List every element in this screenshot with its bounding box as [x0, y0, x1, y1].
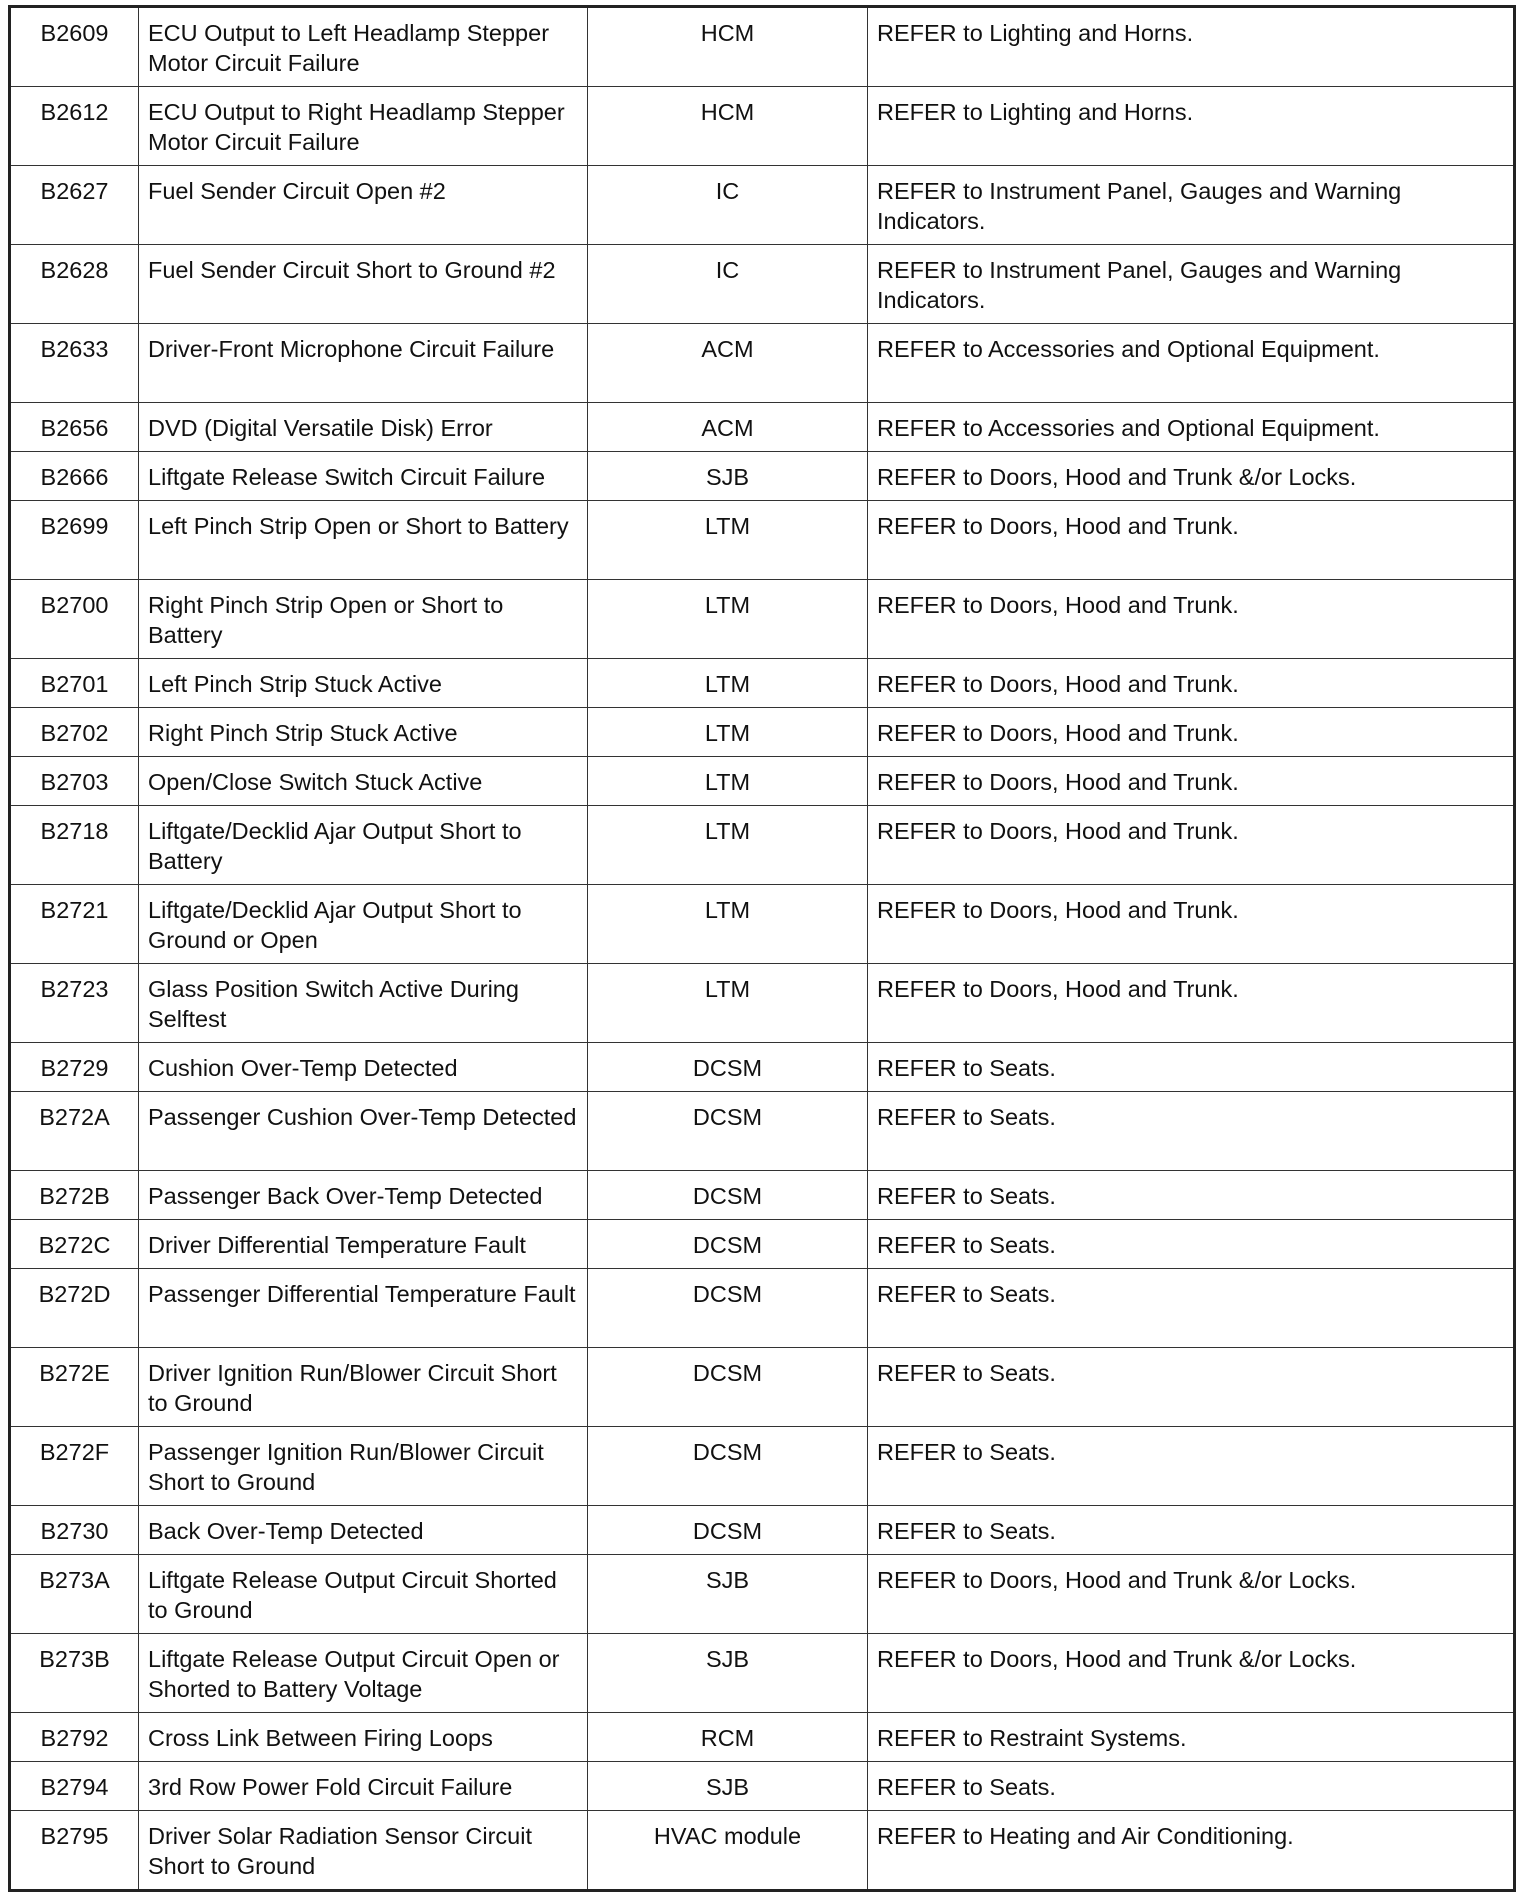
dtc-action: REFER to Lighting and Horns. [868, 7, 1515, 87]
dtc-action: REFER to Doors, Hood and Trunk. [868, 501, 1515, 580]
dtc-action: REFER to Doors, Hood and Trunk. [868, 659, 1515, 708]
dtc-description: Left Pinch Strip Stuck Active [139, 659, 588, 708]
dtc-action: REFER to Seats. [868, 1269, 1515, 1348]
table-row [10, 1427, 1515, 1506]
table-row [10, 1269, 1515, 1348]
dtc-code: B273A [10, 1555, 139, 1634]
dtc-code: B2723 [10, 964, 139, 1043]
dtc-description: Driver Differential Temperature Fault [139, 1220, 588, 1269]
table-row [10, 1634, 1515, 1713]
table-row [10, 1043, 1515, 1092]
dtc-description: Passenger Back Over-Temp Detected [139, 1171, 588, 1220]
dtc-code: B2699 [10, 501, 139, 580]
dtc-description: Passenger Ignition Run/Blower Circuit Short to Ground [139, 1427, 588, 1506]
table-row [10, 1092, 1515, 1171]
dtc-module: ACM [588, 324, 868, 403]
dtc-action: REFER to Accessories and Optional Equipment. [868, 324, 1515, 403]
dtc-description: ECU Output to Left Headlamp Stepper Motor Circuit Failure [139, 7, 588, 87]
dtc-action: REFER to Seats. [868, 1348, 1515, 1427]
dtc-action: REFER to Doors, Hood and Trunk. [868, 580, 1515, 659]
table-row [10, 403, 1515, 452]
dtc-action: REFER to Doors, Hood and Trunk &/or Locks. [868, 452, 1515, 501]
dtc-description: Liftgate Release Switch Circuit Failure [139, 452, 588, 501]
dtc-module: DCSM [588, 1269, 868, 1348]
dtc-code: B2609 [10, 7, 139, 87]
dtc-action: REFER to Seats. [868, 1762, 1515, 1811]
dtc-description: Passenger Cushion Over-Temp Detected [139, 1092, 588, 1171]
table-row [10, 580, 1515, 659]
dtc-module: LTM [588, 885, 868, 964]
table-row [10, 166, 1515, 245]
dtc-description: Liftgate Release Output Circuit Open or Shorted to Battery Voltage [139, 1634, 588, 1713]
dtc-description: ECU Output to Right Headlamp Stepper Motor Circuit Failure [139, 87, 588, 166]
dtc-code: B2656 [10, 403, 139, 452]
dtc-code: B2718 [10, 806, 139, 885]
dtc-code: B2701 [10, 659, 139, 708]
table-row [10, 1348, 1515, 1427]
dtc-description: Driver Solar Radiation Sensor Circuit Short to Ground [139, 1811, 588, 1891]
dtc-description: Driver Ignition Run/Blower Circuit Short to Ground [139, 1348, 588, 1427]
dtc-description: Liftgate Release Output Circuit Shorted to Ground [139, 1555, 588, 1634]
dtc-module: SJB [588, 452, 868, 501]
table-row [10, 245, 1515, 324]
dtc-code: B272D [10, 1269, 139, 1348]
dtc-code: B272E [10, 1348, 139, 1427]
dtc-code: B2730 [10, 1506, 139, 1555]
dtc-description: Left Pinch Strip Open or Short to Battery [139, 501, 588, 580]
dtc-module: LTM [588, 659, 868, 708]
dtc-module: LTM [588, 964, 868, 1043]
dtc-description: DVD (Digital Versatile Disk) Error [139, 403, 588, 452]
dtc-description: Passenger Differential Temperature Fault [139, 1269, 588, 1348]
dtc-action: REFER to Doors, Hood and Trunk. [868, 885, 1515, 964]
dtc-module: DCSM [588, 1506, 868, 1555]
dtc-description: Right Pinch Strip Stuck Active [139, 708, 588, 757]
dtc-module: RCM [588, 1713, 868, 1762]
table-row [10, 501, 1515, 580]
dtc-module: DCSM [588, 1348, 868, 1427]
table-row [10, 708, 1515, 757]
dtc-code: B2700 [10, 580, 139, 659]
table-row [10, 1506, 1515, 1555]
dtc-module: LTM [588, 757, 868, 806]
dtc-action: REFER to Accessories and Optional Equipment. [868, 403, 1515, 452]
table-row [10, 1220, 1515, 1269]
dtc-action: REFER to Lighting and Horns. [868, 87, 1515, 166]
dtc-action: REFER to Seats. [868, 1171, 1515, 1220]
table-row [10, 1811, 1515, 1891]
table-row [10, 1171, 1515, 1220]
dtc-action: REFER to Doors, Hood and Trunk. [868, 806, 1515, 885]
dtc-code: B2794 [10, 1762, 139, 1811]
dtc-code: B272F [10, 1427, 139, 1506]
dtc-description: Driver-Front Microphone Circuit Failure [139, 324, 588, 403]
dtc-module: DCSM [588, 1427, 868, 1506]
dtc-code: B2729 [10, 1043, 139, 1092]
dtc-description: Back Over-Temp Detected [139, 1506, 588, 1555]
dtc-module: LTM [588, 580, 868, 659]
dtc-action: REFER to Doors, Hood and Trunk &/or Locks. [868, 1555, 1515, 1634]
dtc-description: Liftgate/Decklid Ajar Output Short to Battery [139, 806, 588, 885]
dtc-description: Fuel Sender Circuit Short to Ground #2 [139, 245, 588, 324]
dtc-module: HCM [588, 7, 868, 87]
dtc-action: REFER to Doors, Hood and Trunk &/or Locks. [868, 1634, 1515, 1713]
dtc-code: B2666 [10, 452, 139, 501]
dtc-code: B2612 [10, 87, 139, 166]
dtc-description: Fuel Sender Circuit Open #2 [139, 166, 588, 245]
table-row [10, 1762, 1515, 1811]
table-row [10, 87, 1515, 166]
dtc-code: B2795 [10, 1811, 139, 1891]
dtc-action: REFER to Doors, Hood and Trunk. [868, 757, 1515, 806]
dtc-module: IC [588, 245, 868, 324]
table-row [10, 1713, 1515, 1762]
dtc-module: SJB [588, 1762, 868, 1811]
dtc-module: LTM [588, 806, 868, 885]
table-row [10, 757, 1515, 806]
dtc-module: DCSM [588, 1220, 868, 1269]
dtc-description: Liftgate/Decklid Ajar Output Short to Ground or Open [139, 885, 588, 964]
dtc-code: B273B [10, 1634, 139, 1713]
dtc-description: Glass Position Switch Active During Selftest [139, 964, 588, 1043]
table-row [10, 964, 1515, 1043]
dtc-action: REFER to Doors, Hood and Trunk. [868, 964, 1515, 1043]
table-row [10, 806, 1515, 885]
table-row [10, 885, 1515, 964]
dtc-description: 3rd Row Power Fold Circuit Failure [139, 1762, 588, 1811]
dtc-module: HVAC module [588, 1811, 868, 1891]
dtc-action: REFER to Restraint Systems. [868, 1713, 1515, 1762]
table-row [10, 1555, 1515, 1634]
dtc-description: Cross Link Between Firing Loops [139, 1713, 588, 1762]
dtc-action: REFER to Seats. [868, 1092, 1515, 1171]
table-row [10, 659, 1515, 708]
dtc-code: B272C [10, 1220, 139, 1269]
table-row [10, 7, 1515, 87]
dtc-action: REFER to Seats. [868, 1506, 1515, 1555]
dtc-action: REFER to Heating and Air Conditioning. [868, 1811, 1515, 1891]
dtc-module: DCSM [588, 1092, 868, 1171]
dtc-table [8, 5, 1516, 1892]
dtc-code: B2702 [10, 708, 139, 757]
dtc-module: SJB [588, 1634, 868, 1713]
dtc-action: REFER to Instrument Panel, Gauges and Warning Indicators. [868, 166, 1515, 245]
dtc-module: IC [588, 166, 868, 245]
table-row [10, 324, 1515, 403]
dtc-module: DCSM [588, 1043, 868, 1092]
dtc-module: SJB [588, 1555, 868, 1634]
dtc-action: REFER to Instrument Panel, Gauges and Warning Indicators. [868, 245, 1515, 324]
dtc-action: REFER to Seats. [868, 1427, 1515, 1506]
dtc-description: Open/Close Switch Stuck Active [139, 757, 588, 806]
dtc-code: B2721 [10, 885, 139, 964]
table-row [10, 452, 1515, 501]
dtc-module: ACM [588, 403, 868, 452]
dtc-action: REFER to Doors, Hood and Trunk. [868, 708, 1515, 757]
dtc-module: HCM [588, 87, 868, 166]
dtc-code: B272B [10, 1171, 139, 1220]
dtc-code: B2627 [10, 166, 139, 245]
dtc-action: REFER to Seats. [868, 1220, 1515, 1269]
dtc-description: Right Pinch Strip Open or Short to Battery [139, 580, 588, 659]
dtc-code: B272A [10, 1092, 139, 1171]
dtc-module: LTM [588, 501, 868, 580]
dtc-code: B2703 [10, 757, 139, 806]
dtc-module: DCSM [588, 1171, 868, 1220]
dtc-code: B2633 [10, 324, 139, 403]
dtc-module: LTM [588, 708, 868, 757]
dtc-description: Cushion Over-Temp Detected [139, 1043, 588, 1092]
dtc-code: B2628 [10, 245, 139, 324]
dtc-code: B2792 [10, 1713, 139, 1762]
dtc-action: REFER to Seats. [868, 1043, 1515, 1092]
